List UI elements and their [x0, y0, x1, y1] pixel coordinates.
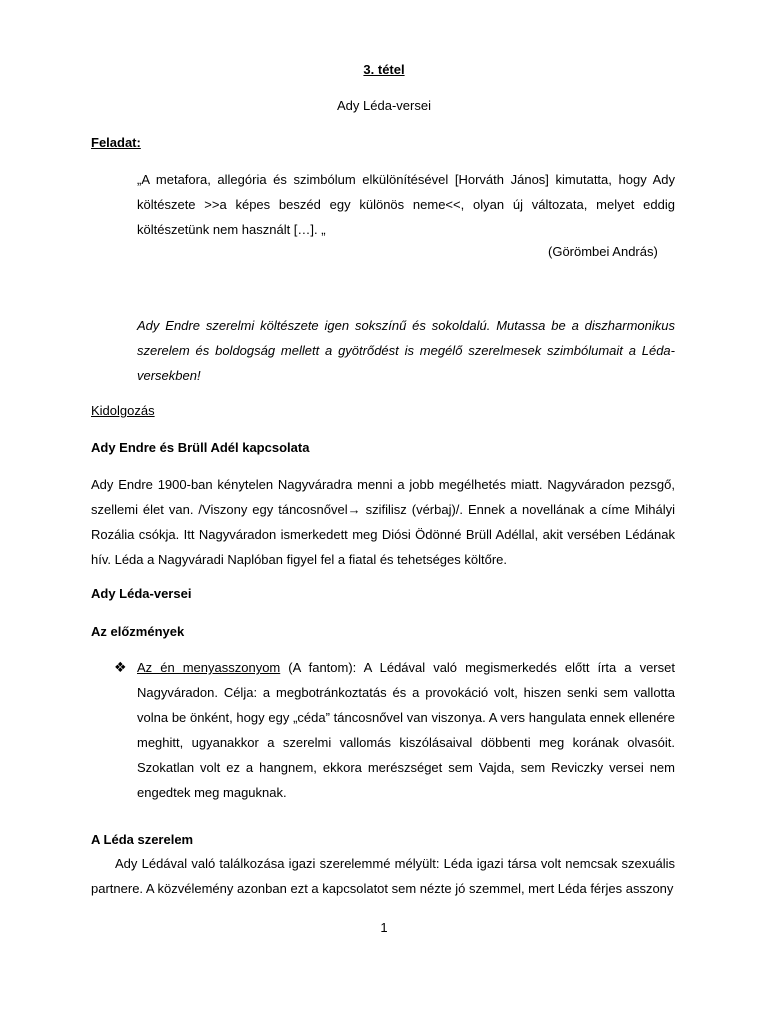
quote-author: (Görömbei András) — [548, 244, 658, 259]
document-subtitle: Ady Léda-versei — [337, 98, 431, 113]
arrow-right-icon: → — [347, 502, 361, 517]
kidolgozas-label: Kidolgozás — [91, 403, 155, 418]
section-heading-elozmenyek: Az előzmények — [91, 624, 185, 639]
feladat-label: Feladat: — [91, 135, 141, 150]
section-heading-leda-szerelem: A Léda szerelem — [91, 832, 194, 847]
diamond-bullet-icon: ❖ — [114, 659, 127, 675]
section-heading-leda-versei: Ady Léda-versei — [91, 586, 192, 601]
page-number: 1 — [380, 920, 388, 935]
section-paragraph-kapcsolata — [91, 472, 675, 572]
task-paragraph: Ady Endre szerelmi költészete igen sokszínű és sokoldalú. Mutassa be a diszharmonikus szerelem és boldogság mellett a gyötrődést is megélő szerelmesek szimbólumait a Léda-versekben! — [137, 318, 675, 383]
quote-paragraph: „A metafora, allegória és szimbólum elkülönítésével [Horváth János] kimutatta, hogy Ady költészete >>a képes beszéd egy különös neme<<, olyan új változata, melyet eddig költészetünk nem használt […]. „ — [137, 172, 675, 237]
section-paragraph-leda-szerelem: Ady Lédával való találkozása igazi szerelemmé mélyült: Léda igazi társa volt nemcsak szexuális partnere. A közvélemény azonban ezt a kapcsolatot sem nézte jó szemmel, mert Léda férjes asszony — [91, 856, 675, 896]
section-heading-kapcsolata: Ady Endre és Brüll Adél kapcsolata — [91, 440, 310, 455]
bullet-paragraph — [137, 655, 675, 805]
paragraph-part-1: Ady Endre 1900-ban kénytelen Nagyváradra menni a jobb megélhetés miatt. Nagyváradon pezsgő, szellemi élet van. /Viszony egy táncosnővel — [91, 477, 675, 517]
paragraph-part-2: szifilisz (vérbaj)/. Ennek a novellának a címe Mihályi Rozália csókja. Itt Nagyváradon ismerkedett meg Diósi Ödönné Brüll Adéllal, akit versében Lédának hív. Léda a Nagyváradi Naplóban figyel fel a fiatal és tehetséges költőre. — [91, 502, 676, 567]
bullet-paragraph-text: (A fantom): A Lédával való megismerkedés előtt írta a verset Nagyváradon. Célja: a megbotránkoztatás és a provokáció volt, hiszen senki sem vallotta volna be önként, hogy egy „céda” táncosnővel van viszonya. A vers hangulata ennek ellenére meghitt, ugyanakkor a szerelmi vallomás kiszólásaival döbbenti meg korának olvasóit. Szokatlan volt ez a hangnem, ekkora merészséget sem Vajda, sem Reviczky versei nem engedtek meg maguknak. — [137, 660, 675, 800]
poem-title: Az én menyasszonyom — [137, 660, 281, 675]
document-title: 3. tétel — [363, 62, 405, 77]
